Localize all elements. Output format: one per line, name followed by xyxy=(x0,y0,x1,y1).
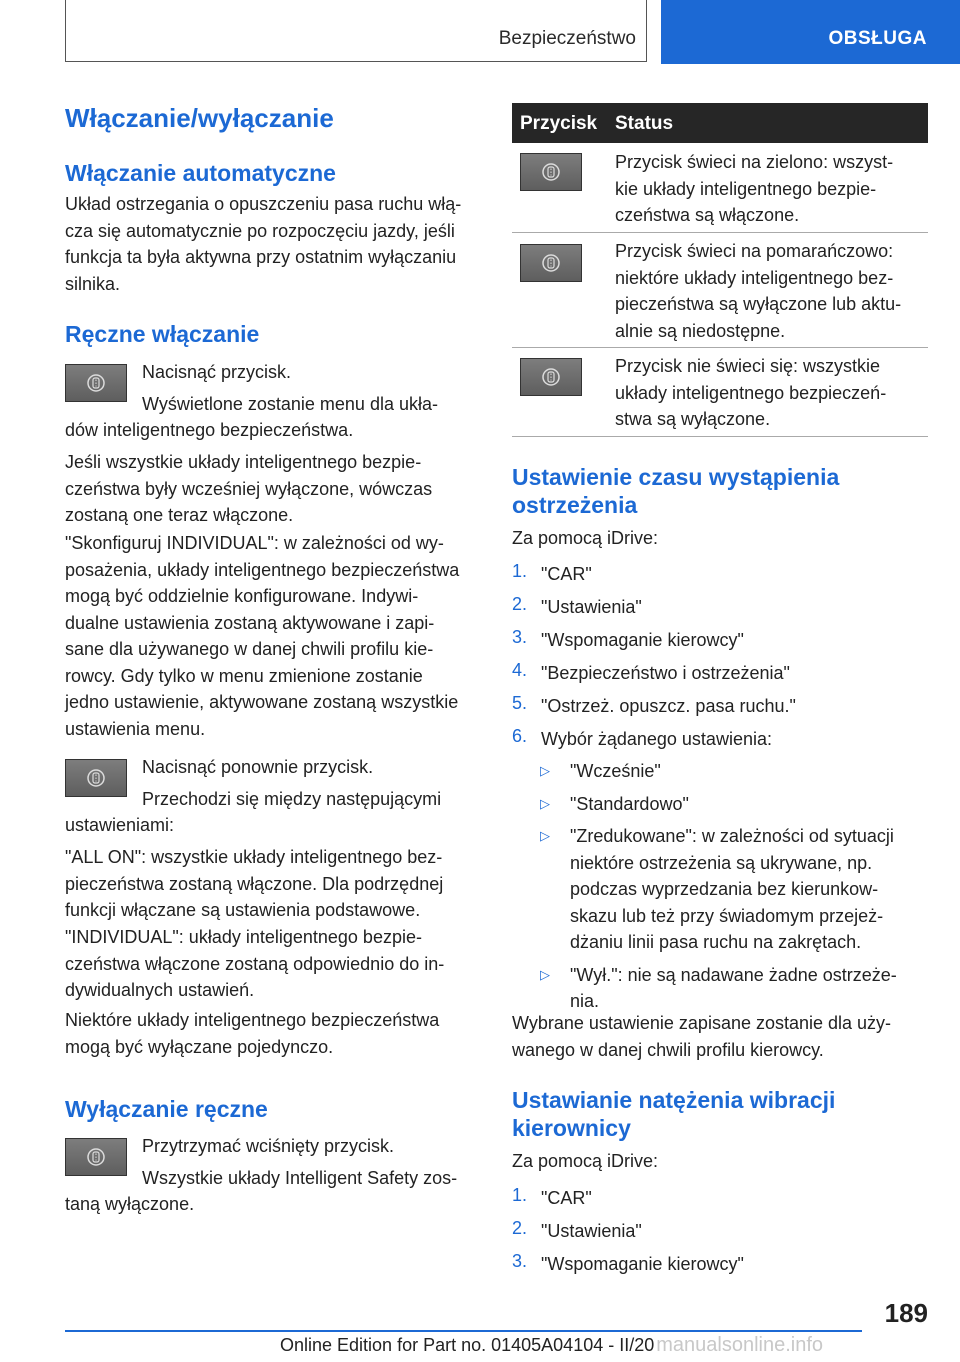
lane-departure-button-icon xyxy=(65,759,127,797)
button-glyph-icon xyxy=(541,162,561,182)
heading-manual-on: Ręczne włączanie xyxy=(65,321,260,347)
steps-list xyxy=(512,561,928,759)
text-line: czeństwa włączone zostaną odpowiednio do in‐ xyxy=(65,953,445,974)
text-line: "ALL ON": wszystkie układy inteligentnego bez‐ xyxy=(65,847,443,867)
text-line: Jeśli wszystkie układy inteligentnego bezpie‐ xyxy=(65,452,422,472)
steps-list xyxy=(512,1185,928,1284)
step-number: 3. xyxy=(512,627,528,647)
heading-line: ostrzeżenia xyxy=(512,492,638,518)
some-systems-paragraph xyxy=(65,1007,485,1060)
idrive-intro: Za pomocą iDrive: xyxy=(512,1151,659,1171)
text-line: ustawienia menu. xyxy=(65,718,206,739)
step-text: "CAR" xyxy=(541,564,592,584)
header-tab-label: OBSŁUGA xyxy=(828,28,927,49)
press-button-text: Nacisnąć przycisk. xyxy=(142,362,292,382)
button-glyph-icon xyxy=(541,253,561,273)
table-row xyxy=(615,149,915,229)
step-number: 6. xyxy=(512,726,528,746)
text-line: sane dla używanego w danej chwili profilu kie‐ xyxy=(65,639,434,659)
text-line: niektóre układy inteligentnego bez‐ xyxy=(615,267,894,288)
header-section-title: Bezpieczeństwo xyxy=(498,28,636,49)
text-line: podczas wyprzedzania bez kierunkow‐ xyxy=(570,879,879,899)
text-line: "Wył.": nie są nadawane żadne ostrzeże‐ xyxy=(570,964,897,985)
menu-shown-text-1: Wyświetlone zostanie menu dla ukła‐ xyxy=(142,394,438,414)
button-orange-icon xyxy=(520,244,582,282)
list-item xyxy=(512,726,928,759)
lane-departure-button-icon xyxy=(65,1138,127,1176)
text-line: silnika. xyxy=(65,273,121,294)
idrive-intro: Za pomocą iDrive: xyxy=(512,528,659,548)
list-item xyxy=(512,660,928,693)
table-row xyxy=(615,238,915,344)
text-line: stwa są wyłączone. xyxy=(615,409,771,429)
hold-button-text: Przytrzymać wciśnięty przycisk. xyxy=(142,1136,395,1156)
heading-auto-on: Włączanie automatyczne xyxy=(65,160,336,186)
triangle-bullet-icon: ▷ xyxy=(540,795,550,811)
text-line: czeństwa są włączone. xyxy=(615,205,800,225)
button-glyph-icon xyxy=(86,1147,106,1167)
heading-manual-off: Wyłączanie ręczne xyxy=(65,1096,268,1122)
text-line: niektóre ostrzeżenia są ukrywane, np. xyxy=(570,852,873,873)
step-text: "Wspomaganie kierowcy" xyxy=(541,1254,744,1274)
text-line: Niektóre układy inteligentnego bezpieczeństwa xyxy=(65,1010,440,1030)
text-line: pieczeństwa są wyłączone lub aktu‐ xyxy=(615,294,902,314)
step-number: 5. xyxy=(512,693,528,713)
text-line: funkcja ta była aktywna przy ostatnim wyłączaniu xyxy=(65,247,457,267)
button-glyph-icon xyxy=(86,768,106,788)
text-line: jedno ustawienie, aktywowane zostaną wszystkie xyxy=(65,692,459,712)
text-line: pieczeństwa zostaną włączone. Dla podrzędnej xyxy=(65,873,444,894)
option-text xyxy=(570,962,897,1015)
list-item xyxy=(512,693,928,726)
text-line: dualne ustawienia zostaną aktywowane i zapi‐ xyxy=(65,612,435,633)
step-text: "CAR" xyxy=(541,1188,592,1208)
table-header-button: Przycisk xyxy=(520,113,598,134)
page-title: Włączanie/wyłączanie xyxy=(65,103,334,133)
saved-paragraph xyxy=(512,1010,928,1063)
watermark-text: manualsonline.info xyxy=(656,1334,824,1356)
heading-line: kierownicy xyxy=(512,1115,631,1141)
table-divider xyxy=(512,232,928,233)
list-item xyxy=(540,962,930,1015)
list-item xyxy=(512,1251,928,1284)
list-item xyxy=(512,561,928,594)
list-item xyxy=(540,791,930,818)
text-line: Przycisk świeci na pomarańczowo: xyxy=(615,241,894,261)
footer-rule xyxy=(65,1330,862,1332)
auto-on-paragraph xyxy=(65,191,485,297)
triangle-bullet-icon: ▷ xyxy=(540,828,550,843)
list-item xyxy=(512,594,928,627)
text-line: zostaną one teraz włączone. xyxy=(65,505,294,525)
lane-departure-button-icon xyxy=(65,364,127,402)
option-text: "Standardowo" xyxy=(570,793,689,814)
step-number: 2. xyxy=(512,1218,528,1238)
edition-text: Online Edition for Part no. 01405A04104 - II/20 xyxy=(280,1335,655,1355)
text-line: kie układy inteligentnego bezpie‐ xyxy=(615,178,877,199)
step-text: "Ustawienia" xyxy=(541,597,642,617)
text-line: dżaniu linii pasa ruchu na zakrętach. xyxy=(570,932,862,952)
text-line: skazu lub też przy świadomym przejeż‐ xyxy=(570,905,884,926)
heading-warning-time xyxy=(512,463,839,519)
list-item xyxy=(540,758,930,785)
option-text: "Wcześnie" xyxy=(570,761,661,781)
step-number: 2. xyxy=(512,594,528,614)
text-line: nia. xyxy=(570,991,600,1011)
heading-line: Ustawianie natężenia wibracji xyxy=(512,1087,836,1113)
text-line: rowcy. Gdy tylko w menu zmienione zostanie xyxy=(65,665,423,686)
text-line: mogą być wyłączane pojedynczo. xyxy=(65,1036,334,1057)
list-item xyxy=(512,627,928,660)
table-divider xyxy=(512,436,928,437)
step-number: 4. xyxy=(512,660,528,680)
step-number: 1. xyxy=(512,561,528,581)
switch-text-1: Przechodzi się między następującymi xyxy=(142,789,442,809)
step-text: "Bezpieczeństwo i ostrzeżenia" xyxy=(541,663,790,683)
text-line: cza się automatycznie po rozpoczęciu jazdy, jeśli xyxy=(65,220,455,241)
text-line: "INDIVIDUAL": układy inteligentnego bezpie‐ xyxy=(65,927,422,947)
all-on-paragraph xyxy=(65,844,485,924)
option-text xyxy=(570,823,894,956)
step-number: 3. xyxy=(512,1251,528,1271)
button-glyph-icon xyxy=(541,367,561,387)
text-line: dywidualnych ustawień. xyxy=(65,980,255,1000)
step-number: 1. xyxy=(512,1185,528,1205)
all-off-result-2: taną wyłączone. xyxy=(65,1194,195,1214)
text-line: "Zredukowane": w zależności od sytuacji xyxy=(570,826,894,846)
text-line: wanego w danej chwili profilu kierowcy. xyxy=(512,1039,824,1060)
list-item xyxy=(540,823,930,956)
all-off-result-1: Wszystkie układy Intelligent Safety zos‐ xyxy=(142,1168,458,1188)
button-green-icon xyxy=(520,153,582,191)
text-line: Przycisk świeci na zielono: wszyst‐ xyxy=(615,152,894,172)
text-line: Wybrane ustawienie zapisane zostanie dla uży‐ xyxy=(512,1013,892,1033)
heading-line: Ustawienie czasu wystąpienia xyxy=(512,464,840,490)
text-line: Przycisk nie świeci się: wszystkie xyxy=(615,356,881,376)
individual-config-paragraph xyxy=(65,530,485,742)
button-off-icon xyxy=(520,358,582,396)
step-text: "Ustawienia" xyxy=(541,1221,642,1241)
text-line: mogą być oddzielnie konfigurowane. Indywi‐ xyxy=(65,586,419,606)
text-line: "Skonfiguruj INDIVIDUAL": w zależności od wy‐ xyxy=(65,533,444,553)
individual-paragraph xyxy=(65,924,485,1004)
footer-edition xyxy=(280,1334,823,1357)
list-item xyxy=(512,1185,928,1218)
text-line: układy inteligentnego bezpieczeń‐ xyxy=(615,382,887,403)
text-line: czeństwa były wcześniej wyłączone, wówczas xyxy=(65,478,433,499)
options-list xyxy=(540,758,930,1015)
step-text: "Ostrzeż. opuszcz. pasa ruchu." xyxy=(541,696,796,716)
text-line: posażenia, układy inteligentnego bezpieczeństwa xyxy=(65,559,460,580)
menu-shown-text-2: dów inteligentnego bezpieczeństwa. xyxy=(65,420,354,440)
triangle-bullet-icon: ▷ xyxy=(540,966,550,982)
button-glyph-icon xyxy=(86,373,106,393)
step-text: Wybór żądanego ustawienia: xyxy=(541,729,772,749)
page-number: 189 xyxy=(884,1298,928,1328)
table-header-status: Status xyxy=(615,113,674,134)
step-text: "Wspomaganie kierowcy" xyxy=(541,630,744,650)
text-line: Układ ostrzegania o opuszczeniu pasa ruchu włą‐ xyxy=(65,194,462,214)
text-line: funkcji włączane są ustawienia podstawowe. xyxy=(65,900,421,920)
triangle-bullet-icon: ▷ xyxy=(540,763,550,778)
text-line: alnie są niedostępne. xyxy=(615,320,786,341)
press-again-text: Nacisnąć ponownie przycisk. xyxy=(142,757,374,777)
all-off-paragraph xyxy=(65,449,485,529)
list-item xyxy=(512,1218,928,1251)
table-row xyxy=(615,353,915,433)
heading-vibration xyxy=(512,1086,835,1142)
table-divider xyxy=(512,347,928,348)
switch-text-2: ustawieniami: xyxy=(65,815,175,835)
